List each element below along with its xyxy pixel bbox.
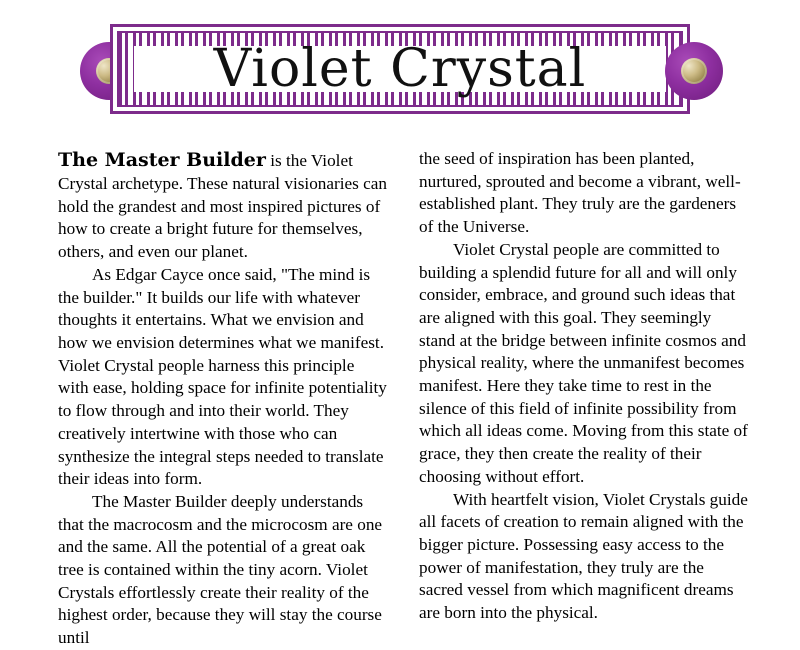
document-header [0,10,800,130]
paragraph: As Edgar Cayce once said, "The mind is the builder." It builds our life with whatever thoughts it entertains. What we envision and how we envision determines what we manifest. Violet Crystal people harness this principle with ease, holding space for infinite potentiality to flow through and into their world. They creatively intertwine with those who can synthesize the integral steps needed to translate their ideas into form. [58,264,387,489]
right-column [419,148,748,623]
article-body [58,148,748,648]
title-frame-border [117,31,683,107]
paragraph: With heartfelt vision, Violet Crystals guide all facets of creation to remain aligned with the bigger picture. Possessing easy access to the power of manifestation, they truly are the sacred vessel from which magnificent dreams are born into the physical. [419,489,748,623]
left-column [58,148,387,648]
paragraph-text: is the Violet Crystal archetype. These natural visionaries can hold the grandest and most inspired pictures of how to create a bright future for themselves, others, and even our planet. [58,151,387,262]
paragraph: Violet Crystal people are committed to building a splendid future for all and will only consider, embrace, and ground such ideas that are aligned with this goal. They seemingly stand at the bridge between infinite cosmos and physical reality, where the unmanifest becomes manifest. Here they take time to rest in the silence of this field of infinite possibility from which all ideas come. Moving from this state of grace, they then create the reality of their choosing without effort. [419,239,748,486]
page-title: Violet Crystal [213,39,587,99]
paragraph: The Master Builder deeply understands that the macrocosm and the microcosm are one and the same. All the potential of a great oak tree is contained within the tiny acorn. Violet Crystals effortlessly create their reality of the highest order, because they will stay the course until [58,491,383,648]
title-frame [110,24,690,114]
paragraph [58,148,387,264]
purple-gem-medallion-icon-right [665,42,723,100]
paragraph: the seed of inspiration has been planted, nurtured, sprouted and become a vibrant, well-established plant. They truly are the gardeners of the Universe. [419,149,741,237]
medallion-core-right [681,58,707,84]
title-plate [134,39,666,99]
document-page [0,10,800,648]
lead-in-text: The Master Builder [58,149,266,171]
